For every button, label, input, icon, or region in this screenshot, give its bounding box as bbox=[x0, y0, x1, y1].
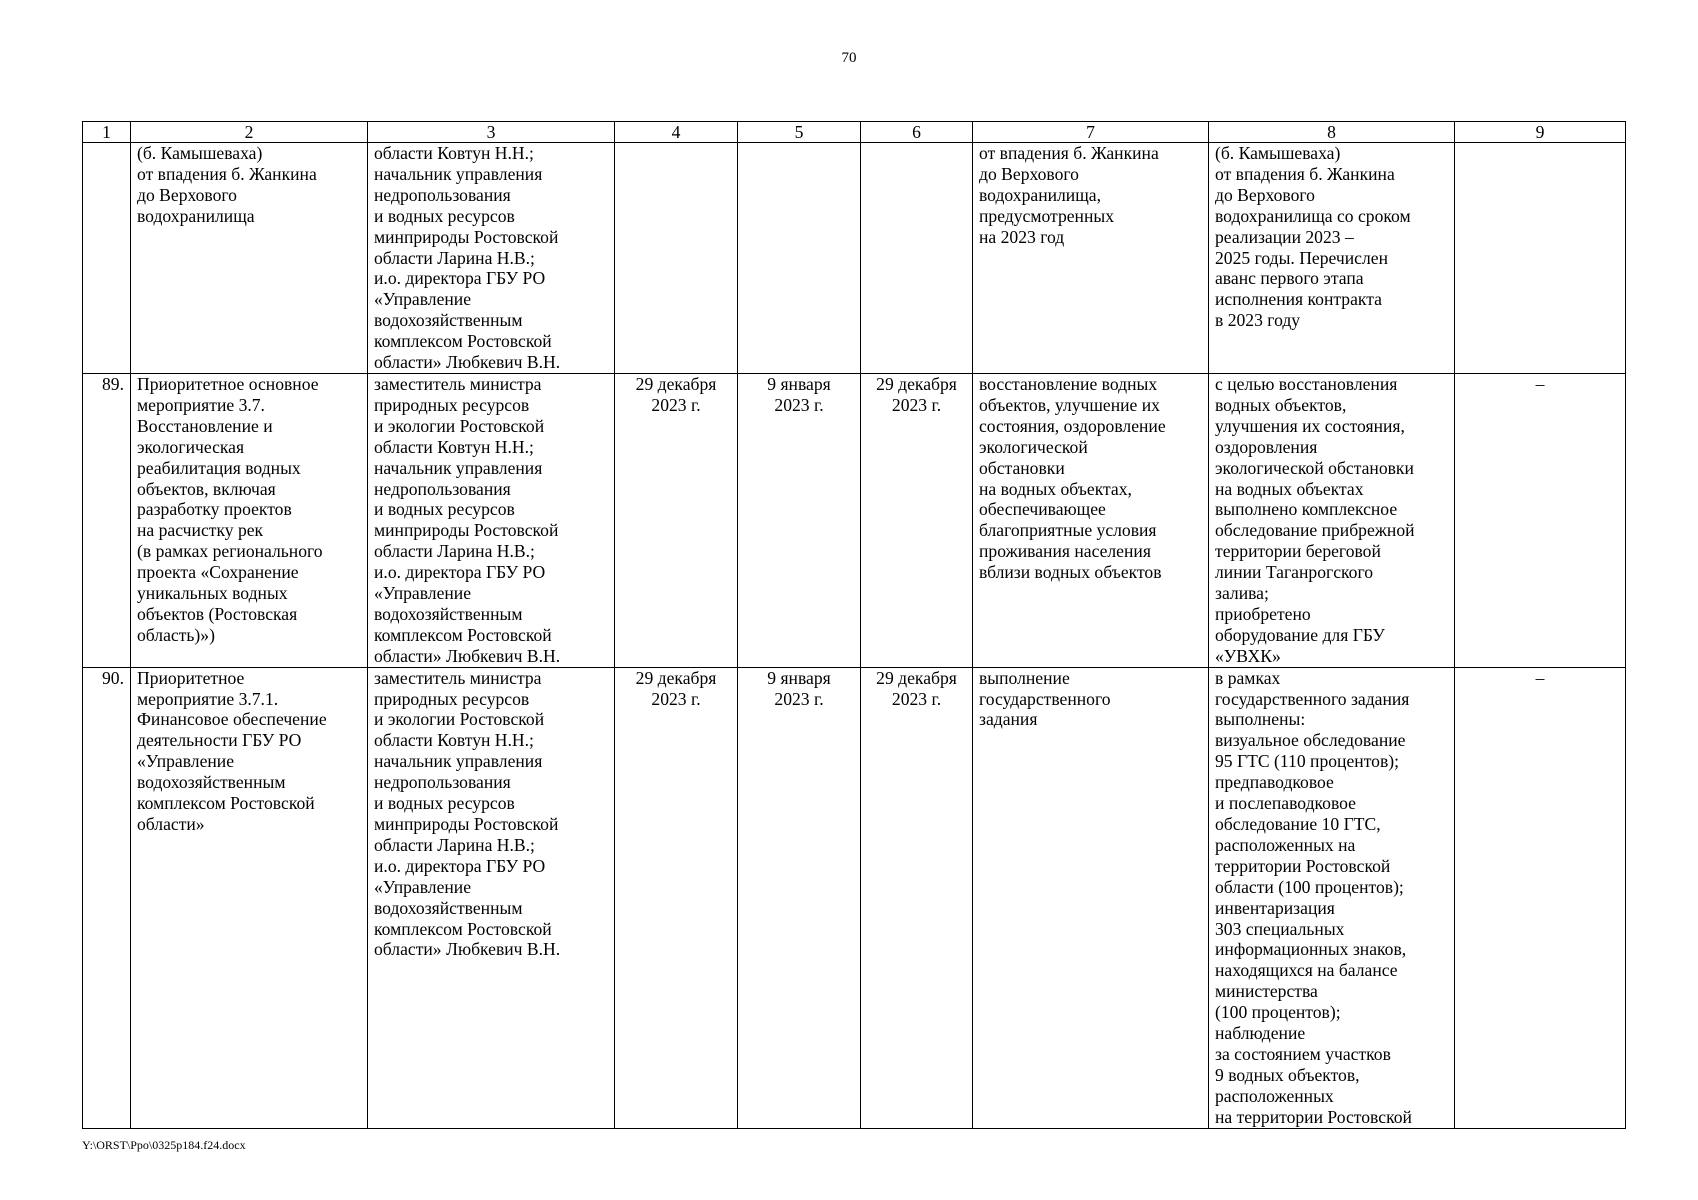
table-row bbox=[83, 143, 1626, 374]
notes-cell: – bbox=[1455, 667, 1626, 1128]
actual-end-cell: 29 декабря 2023 г. bbox=[861, 667, 973, 1128]
responsible-cell: заместитель министра природных ресурсов и экологии Ростовской области Ковтун Н.Н.; начальник управления недропользования и водных ресурсов минприроды Ростовской области Ларина Н.В.; и.о. директора ГБУ РО «Управление водохозяйственным комплексом Ростовской области» Любкевич В.Н. bbox=[368, 667, 615, 1128]
expected-result-cell: от впадения б. Жанкина до Верхового водохранилища, предусмотренных на 2023 год bbox=[973, 143, 1209, 374]
planned-date-cell: 29 декабря 2023 г. bbox=[615, 667, 738, 1128]
table-row bbox=[83, 373, 1626, 667]
header-cell: 5 bbox=[738, 122, 861, 143]
actual-start-cell: 9 января 2023 г. bbox=[738, 373, 861, 667]
responsible-cell: области Ковтун Н.Н.; начальник управления недропользования и водных ресурсов минприроды Ростовской области Ларина Н.В.; и.о. директора ГБУ РО «Управление водохозяйственным комплексом Ростовской области» Любкевич В.Н. bbox=[368, 143, 615, 374]
actual-result-cell: с целью восстановления водных объектов, улучшения их состояния, оздоровления экологической обстановки на водных объектах выполнено комплексное обследование прибрежной территории береговой линии Таганрогского залива; приобретено оборудование для ГБУ «УВХК» bbox=[1209, 373, 1455, 667]
actual-end-cell: 29 декабря 2023 г. bbox=[861, 373, 973, 667]
header-cell: 9 bbox=[1455, 122, 1626, 143]
header-cell: 7 bbox=[973, 122, 1209, 143]
actual-start-cell bbox=[738, 143, 861, 374]
row-number-cell: 90. bbox=[83, 667, 131, 1128]
header-cell: 6 bbox=[861, 122, 973, 143]
header-cell: 2 bbox=[131, 122, 368, 143]
row-number-cell bbox=[83, 143, 131, 374]
table-header-row bbox=[83, 122, 1626, 143]
table-row bbox=[83, 667, 1626, 1128]
row-number-cell: 89. bbox=[83, 373, 131, 667]
expected-result-cell: восстановление водных объектов, улучшение их состояния, оздоровление экологической обстановки на водных объектах, обеспечивающее благоприятные условия проживания населения вблизи водных объектов bbox=[973, 373, 1209, 667]
actual-start-cell: 9 января 2023 г. bbox=[738, 667, 861, 1128]
actual-result-cell: в рамках государственного задания выполнены: визуальное обследование 95 ГТС (110 процентов); предпаводковое и послепаводковое обследование 10 ГТС, расположенных на территории Ростовской области (100 процентов); инвентаризация 303 специальных информационных знаков, находящихся на балансе министерства (100 процентов); наблюдение за состоянием участков 9 водных объектов, расположенных на территории Ростовской bbox=[1209, 667, 1455, 1128]
actual-result-cell: (б. Камышеваха) от впадения б. Жанкина до Верхового водохранилища со сроком реализации 2023 – 2025 годы. Перечислен аванс первого этапа исполнения контракта в 2023 году bbox=[1209, 143, 1455, 374]
header-cell: 1 bbox=[83, 122, 131, 143]
page-number: 70 bbox=[841, 50, 857, 66]
measure-name-cell: (б. Камышеваха) от впадения б. Жанкина до Верхового водохранилища bbox=[131, 143, 368, 374]
responsible-cell: заместитель министра природных ресурсов и экологии Ростовской области Ковтун Н.Н.; начальник управления недропользования и водных ресурсов минприроды Ростовской области Ларина Н.В.; и.о. директора ГБУ РО «Управление водохозяйственным комплексом Ростовской области» Любкевич В.Н. bbox=[368, 373, 615, 667]
planned-date-cell bbox=[615, 143, 738, 374]
header-cell: 4 bbox=[615, 122, 738, 143]
document-file-path: Y:\ORST\Ppo\0325p184.f24.docx bbox=[82, 1138, 246, 1152]
measure-name-cell: Приоритетное мероприятие 3.7.1. Финансовое обеспечение деятельности ГБУ РО «Управление водохозяйственным комплексом Ростовской области» bbox=[131, 667, 368, 1128]
actual-end-cell bbox=[861, 143, 973, 374]
header-cell: 8 bbox=[1209, 122, 1455, 143]
header-cell: 3 bbox=[368, 122, 615, 143]
measure-name-cell: Приоритетное основное мероприятие 3.7. Восстановление и экологическая реабилитация водных объектов, включая разработку проектов на расчистку рек (в рамках регионального проекта «Сохранение уникальных водных объектов (Ростовская область)») bbox=[131, 373, 368, 667]
expected-result-cell: выполнение государственного задания bbox=[973, 667, 1209, 1128]
notes-cell: – bbox=[1455, 373, 1626, 667]
planned-date-cell: 29 декабря 2023 г. bbox=[615, 373, 738, 667]
measures-table bbox=[82, 121, 1626, 1129]
notes-cell bbox=[1455, 143, 1626, 374]
